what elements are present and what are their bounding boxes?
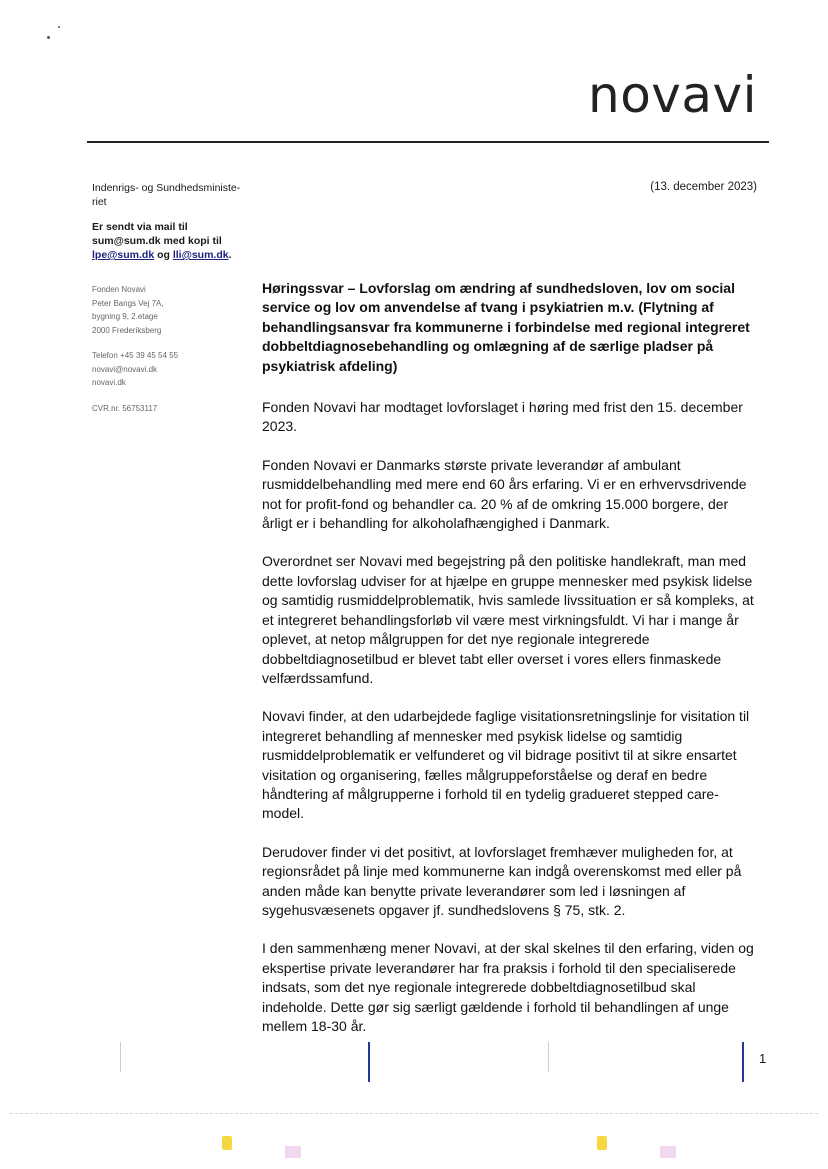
cc-line — [92, 248, 252, 262]
letter-date: (13. december 2023) — [650, 181, 757, 193]
scan-speck — [47, 36, 50, 39]
sender-city: 2000 Frederiksberg — [92, 325, 162, 335]
sender-cvr: CVR.nr. 56753117 — [92, 403, 158, 413]
paragraph: I den sammenhæng mener Novavi, at der skal skelnes til den erfaring, viden og ekspertise private leverandører har fra praksis i forhold til den specialiserede indsats, som det nye regionale integrerede dobbeltdiagnosetilbud skal indeholde. Dette gør sig særligt gældende i forhold til behandlingen af unge mellem 18-30 år. — [262, 940, 754, 1034]
scan-artifact-line — [742, 1042, 744, 1082]
sender-building: bygning 9, 2.etage — [92, 312, 158, 321]
scan-artifact-mark — [660, 1146, 676, 1158]
scan-artifact-line — [120, 1042, 121, 1072]
email-link-lpe[interactable]: lpe@sum.dk — [92, 249, 155, 261]
letter-title: Høringssvar – Lovforslag om ændring af sundhedsloven, lov om social service og lov om anvendelse af tvang i psykiatrien m.v. (Flytning af behandlingsansvar fra kommunerne i forbindelse med regional integreret dobbeltdiagnosebehandling og omlægning af de særlige pladser på psykiatrisk afdeling) — [262, 280, 750, 374]
sent-line-1: Er sendt via mail til — [92, 221, 188, 233]
scan-artifact-mark — [285, 1146, 301, 1158]
og-text: og — [157, 249, 170, 261]
paragraph: Novavi finder, at den udarbejdede faglige visitationsretningslinje for visitation til integreret behandling af mennesker med psykisk lidelse og samtidig rusmiddelproblematik er velfunderet og vil bidrage positivt til at sikre ensartet visitation og organisering, fælles målgruppeforståelse og deraf en bedre håndtering af målgrupperne i forhold til en tydelig gradueret stepped care-model. — [262, 708, 750, 822]
novavi-logo: novavi — [588, 66, 757, 124]
period: . — [228, 249, 232, 261]
email-link-lli[interactable]: lli@sum.dk — [172, 249, 229, 261]
scan-artifact-mark — [222, 1136, 232, 1150]
sender-org: Fonden Novavi — [92, 285, 146, 294]
paragraph: Derudover finder vi det positivt, at lovforslaget fremhæver muligheden for, at regionsrådet på linje med kommunerne kan indgå overenskomst med eller på anden måde kan benytte private leverandører som led i løsningen af sygehusvæsenets opgaver jf. sundhedslovens § 75, stk. 2. — [262, 843, 742, 918]
scan-artifact-mark — [597, 1136, 607, 1150]
scan-speck — [58, 26, 60, 28]
recipient-name: Indenrigs- og Sundhedsministe-riet — [92, 182, 241, 208]
scan-artifact-line — [548, 1042, 549, 1072]
sender-web: novavi.dk — [92, 378, 126, 387]
scan-artifact-line — [368, 1042, 370, 1082]
paragraph: Fonden Novavi har modtaget lovforslaget i høring med frist den 15. december 2023. — [262, 399, 743, 435]
paragraph: Overordnet ser Novavi med begejstring på den politiske handlekraft, man med dette lovforslag udviser for at hjælpe en gruppe mennesker med psykisk lidelse og samtidig rusmiddelproblematik, hvis samlede livssituation er så kompleks, at et integreret behandlingsforløb vil være mest virkningsfuldt. Vi har i mange år oplevet, at netop målgruppen for det nye regionale integrerede dobbeltdiagnosetilbud er blevet tabt eller overset i vores ellers finmaskede velfærdssamfund. — [262, 553, 754, 686]
sender-email: novavi@novavi.dk — [92, 364, 158, 374]
page-number: 1 — [759, 1051, 767, 1066]
paragraph: Fonden Novavi er Danmarks største private leverandør af ambulant rusmiddelbehandling med mere end 60 års erfaring. Vi er en erhvervsdrivende not for profit-fond og behandler ca. 20 % af de omkring 15.000 borgere, der årligt er i behandling for alkoholafhængighed i Danmark. — [262, 456, 747, 532]
scan-artifact-line — [10, 1113, 818, 1114]
sender-phone: Telefon +45 39 45 54 55 — [92, 351, 179, 360]
letter-body — [262, 279, 759, 1055]
recipient-block — [92, 181, 252, 262]
header-divider — [87, 141, 769, 143]
sent-line-2: sum@sum.dk med kopi til — [92, 235, 222, 247]
sender-block — [92, 283, 242, 427]
sender-street: Peter Bangs Vej 7A, — [92, 298, 164, 308]
